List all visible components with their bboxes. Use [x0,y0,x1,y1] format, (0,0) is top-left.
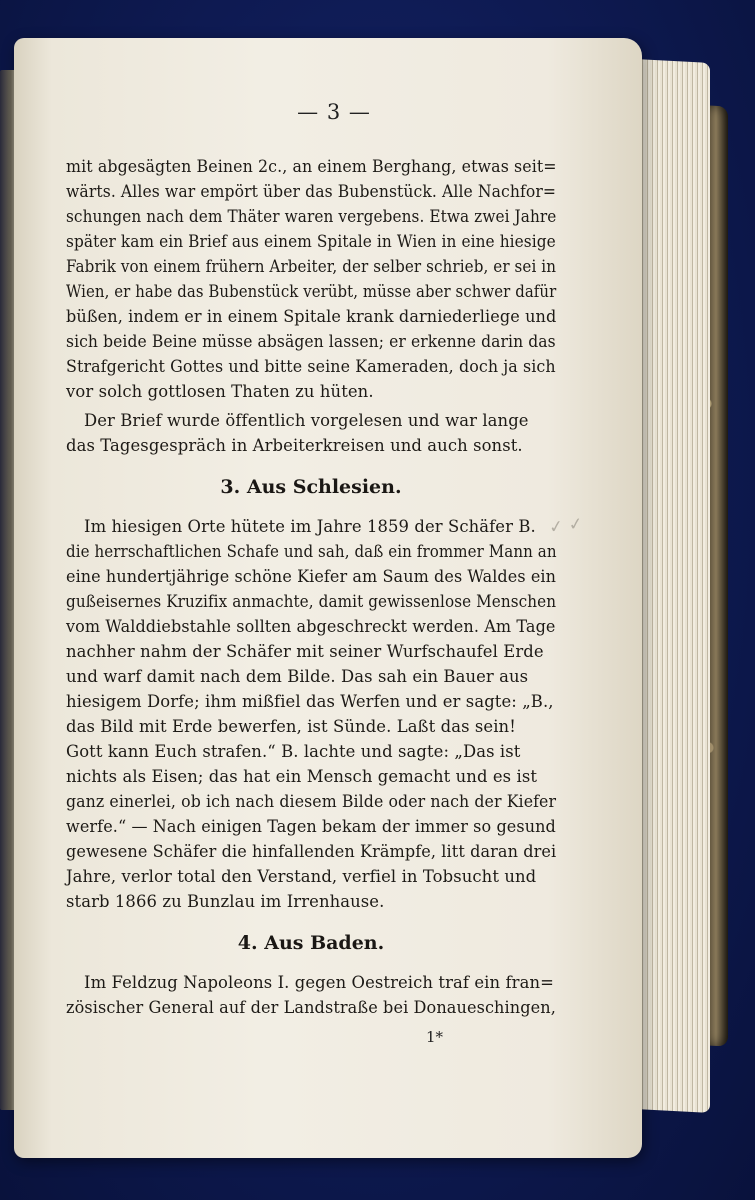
text-line: nachher nahm der Schäfer mit seiner Wurfschaufel Erde [66,642,544,661]
text-line: ganz einerlei, ob ich nach diesem Bilde oder nach der Kiefer [66,792,557,811]
signature-mark: 1* [426,1028,444,1046]
text-line: büßen, indem er in einem Spitale krank darniederliege und [66,307,557,326]
text-line: Fabrik von einem frühern Arbeiter, der selber schrieb, er sei in [66,257,557,276]
pencil-mark: ✓ ✓ [547,513,585,539]
section-heading: 4. Aus Baden. [237,932,385,954]
page-number: — 3 — [297,100,371,124]
text-line: sich beide Beine müsse absägen lassen; er erkenne darin das [66,332,556,351]
text-line: eine hundertjährige schöne Kiefer am Saum des Waldes ein [66,567,557,586]
book-page [14,38,642,1158]
text-line: nichts als Eisen; das hat ein Mensch gemacht und es ist [66,767,538,786]
text-line: gußeisernes Kruzifix anmachte, damit gewissenlose Menschen [66,592,557,611]
text-line: die herrschaftlichen Schafe und sah, daß ein frommer Mann an [66,542,557,561]
text-line: starb 1866 zu Bunzlau im Irrenhause. [66,892,385,911]
text-line: Im hiesigen Orte hütete im Jahre 1859 der Schäfer B. [84,517,536,536]
text-line: später kam ein Brief aus einem Spitale in Wien in eine hiesige [66,232,556,251]
text-line: Der Brief wurde öffentlich vorgelesen und war lange [84,411,529,430]
text-line: wärts. Alles war empört über das Bubenstück. Alle Nachfor= [66,182,557,201]
text-line: Wien, er habe das Bubenstück verübt, müsse aber schwer dafür [66,282,557,301]
text-line: Strafgericht Gottes und bitte seine Kameraden, doch ja sich [66,357,556,376]
text-line: das Bild mit Erde bewerfen, ist Sünde. Laßt das sein! [66,717,516,736]
text-line: werfe.“ — Nach einigen Tagen bekam der immer so gesund [66,817,556,836]
text-line: vor solch gottlosen Thaten zu hüten. [66,382,374,401]
text-line: und warf damit nach dem Bilde. Das sah ein Bauer aus [66,667,529,686]
section-heading: 3. Aus Schlesien. [220,476,402,498]
text-line: zösischer General auf der Landstraße bei Donaueschingen, [66,998,556,1017]
text-line: das Tagesgespräch in Arbeiterkreisen und auch sonst. [66,436,523,455]
text-line: Gott kann Euch strafen.“ B. lachte und sagte: „Das ist [66,742,521,761]
text-line: vom Walddiebstahle sollten abgeschreckt werden. Am Tage [66,617,556,636]
text-line: hiesigem Dorfe; ihm mißfiel das Werfen und er sagte: „B., [66,692,554,711]
text-line: schungen nach dem Thäter waren vergebens. Etwa zwei Jahre [66,207,557,226]
text-line: Im Feldzug Napoleons I. gegen Oestreich traf ein fran= [84,973,554,992]
text-line: gewesene Schäfer die hinfallenden Krämpfe, litt daran drei [66,842,557,861]
text-line: Jahre, verlor total den Verstand, verfiel in Tobsucht und [66,867,537,886]
text-line: mit abgesägten Beinen 2c., an einem Berghang, etwas seit= [66,157,557,176]
